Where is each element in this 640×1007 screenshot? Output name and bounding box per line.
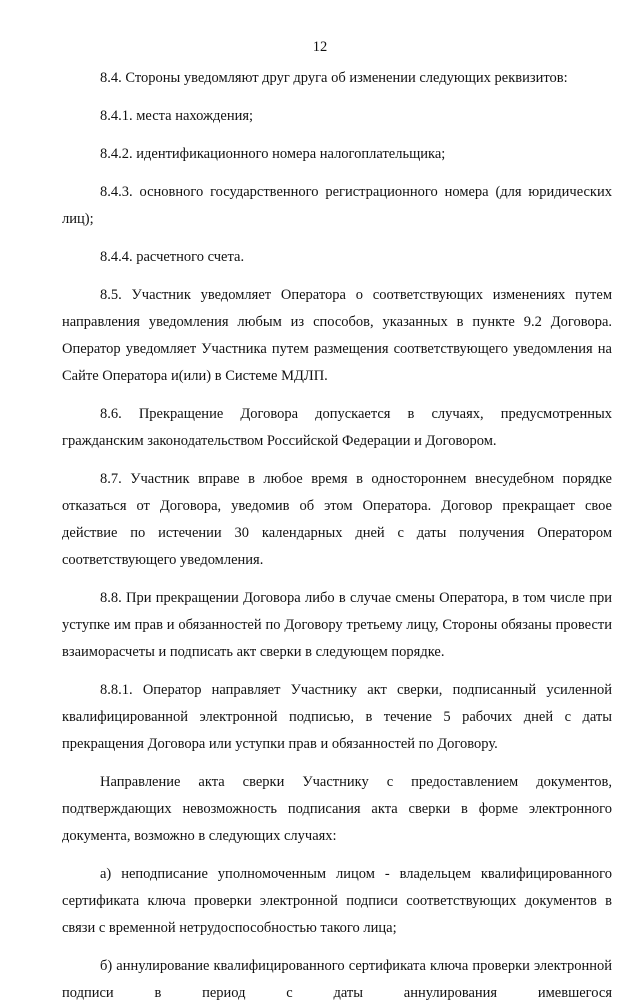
paragraph-8-4-2: 8.4.2. идентификационного номера налогоплательщика; xyxy=(100,146,446,162)
paragraph-reconciliation-cases: Направление акта сверки Участнику с предоставлением документов, подтверждающих невозможность подписания акта сверки в форме электронного документа, возможно в следующих случаях: xyxy=(62,774,612,844)
paragraph-8-4-3: 8.4.3. основного государственного регистрационного номера (для юридических лиц); xyxy=(62,184,612,227)
document-body xyxy=(62,65,612,1007)
paragraph-8-4-4: 8.4.4. расчетного счета. xyxy=(100,249,245,265)
paragraph-8-4-1: 8.4.1. места нахождения; xyxy=(100,108,254,124)
paragraph-8-6: 8.6. Прекращение Договора допускается в случаях, предусмотренных гражданским законодательством Российской Федерации и Договором. xyxy=(62,406,612,449)
paragraph-8-4: 8.4. Стороны уведомляют друг друга об изменении следующих реквизитов: xyxy=(100,70,568,86)
paragraph-8-7: 8.7. Участник вправе в любое время в одностороннем внесудебном порядке отказаться от Договора, уведомив об этом Оператора. Договор прекращает свое действие по истечении 30 календарных дней с даты получения Оператором соответствующего уведомления. xyxy=(62,471,612,568)
paragraph-case-b: б) аннулирование квалифицированного сертификата ключа проверки электронной подписи в период с даты аннулирования имевшегося xyxy=(62,958,612,1001)
paragraph-8-5: 8.5. Участник уведомляет Оператора о соответствующих изменениях путем направления уведомления любым из способов, указанных в пункте 9.2 Договора. Оператор уведомляет Участника путем размещения соответствующего уведомления на Сайте Оператора и(или) в Системе МДЛП. xyxy=(62,287,612,384)
page-number: 12 xyxy=(312,39,328,55)
paragraph-8-8-1: 8.8.1. Оператор направляет Участнику акт сверки, подписанный усиленной квалифицированной электронной подписью, в течение 5 рабочих дней с даты прекращения Договора или уступки прав и обязанностей по Договору. xyxy=(62,682,612,752)
paragraph-case-a: а) неподписание уполномоченным лицом - владельцем квалифицированного сертификата ключа проверки электронной подписи соответствующих документов в связи с временной нетрудоспособностью такого лица; xyxy=(62,866,612,936)
paragraph-8-8: 8.8. При прекращении Договора либо в случае смены Оператора, в том числе при уступке им прав и обязанностей по Договору третьему лицу, Стороны обязаны провести взаиморасчеты и подписать акт сверки в следующем порядке. xyxy=(62,590,612,660)
